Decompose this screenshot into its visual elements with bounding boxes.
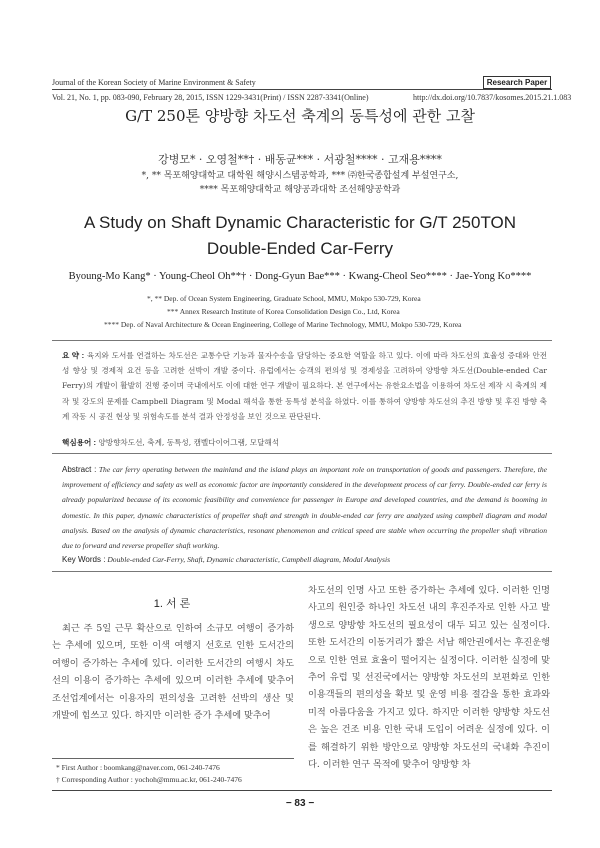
korean-affiliation-2: **** 목포해양대학교 해양공과대학 조선해양공학과 bbox=[199, 185, 401, 195]
section-heading-introduction: 1. 서 론 bbox=[153, 598, 191, 610]
english-affiliation-1: *, ** Dep. of Ocean System Engineering, Graduate School, MMU, Mokpo 530-729, Korea bbox=[147, 294, 421, 303]
header-rule bbox=[52, 89, 552, 90]
korean-keywords-text: 양방향차도선, 축계, 동특성, 캠벨다이어그램, 모달해석 bbox=[98, 438, 280, 447]
english-keywords bbox=[62, 555, 390, 564]
footnote-corresponding-author: † Corresponding Author : yochoh@mmu.ac.kr, 061-240-7476 bbox=[56, 775, 242, 784]
english-abstract-label: Abstract : bbox=[62, 465, 97, 474]
english-affiliation-2: *** Annex Research Institute of Korea Consolidation Design Co., Ltd, Korea bbox=[167, 307, 400, 316]
footnote-first-author: * First Author : boomkang@naver.com, 061-240-7476 bbox=[56, 763, 220, 772]
abstract-top-rule bbox=[52, 340, 552, 341]
korean-keywords bbox=[62, 437, 279, 448]
english-keywords-label: Key Words : bbox=[62, 555, 106, 564]
intro-paragraph-right: 차도선의 인명 사고 또한 증가하는 추세에 있다. 이러한 인명 사고의 원인중 하나인 차도선 내의 후진주자로 인한 사고 발생으로 양방향 차도선의 필요성이 대두 되고 있는 실정이다. 또한 도서간의 이동거리가 짧은 서남 해안권에서는 후진운행으로 인한 연료 효율이 떨어지는 실정이다. 이러한 실정에 맞추어 유럽 및 선진국에서는 양방향 차도선의 보편화로 인한 이용객들의 편의성을 확보 및 운영 비용 절감을 통한 효과와 미적 아름다움을 가지고 있다. 하지만 이러한 양방향 차도선은 높은 건조 비용 인한 국내 도입이 어려운 실정에 있다. 이를 해결하기 위한 방안으로 양방향 차도선의 국내화 추진이다. 이러한 연구 목적에 맞추어 양방향 차 bbox=[308, 585, 550, 771]
body-column-right bbox=[308, 582, 550, 773]
intro-paragraph-left: 최근 주 5일 근무 확산으로 인하여 소규모 여행이 증가하는 추세에 있으며, 또한 이색 여행지 선호로 인한 도서간의 여행이 증가하는 추세에 있다. 이러한 도서간의 여행시 차도선의 이용이 증가하는 추세에 있으며 이러한 추세에 맞추어 조선업계에서는 이용자의 편의성을 고려한 선박의 생산 및 개발에 힘쓰고 있다. 하지만 이러한 증가 추세에 맞추어 bbox=[52, 623, 294, 722]
body-column-left bbox=[52, 620, 294, 724]
korean-affiliation-1: *, ** 목포해양대학교 대학원 해양시스템공학과, *** ㈜한국종합설계 부설연구소, bbox=[141, 171, 459, 181]
abstract-middle-rule bbox=[52, 453, 552, 454]
english-authors: Byoung-Mo Kang* · Young-Cheol Oh**† · Dong-Gyun Bae*** · Kwang-Cheol Seo**** · Jae-Yong Ko**** bbox=[68, 271, 532, 282]
footnote-rule bbox=[52, 758, 294, 759]
english-abstract-text: The car ferry operating between the mainland and the island plays an important role on transportation of goods and passengers. Therefore, the improvement of efficiency and safety as well as economic factor are importantly considered in the development process of car ferry. Double-ended car ferry is already popularized because of its economic feasibility and convenience for passenger in Europe and developed countries, and the demand is booming in domestic. In this paper, dynamic characteristics of propeller shaft and strength in double-ended car ferry are analyzed using campbell diagram and modal analysis. Based on the analysis of dynamic characteristics, resonant phenomenon and critical speed are stable when occurring the propeller shaft vibration due to forward and reverse propeller shaft working. bbox=[62, 465, 548, 551]
korean-abstract bbox=[62, 348, 547, 424]
english-keywords-text: Double-ended Car-Ferry, Shaft, Dynamic characteristic, Campbell diagram, Modal Analysis bbox=[107, 555, 391, 564]
footer-rule bbox=[52, 790, 552, 791]
journal-name: Journal of the Korean Society of Marine Environment & Safety bbox=[52, 78, 256, 87]
korean-keywords-label: 핵심용어 : bbox=[62, 438, 96, 447]
english-affiliation-3: **** Dep. of Naval Architecture & Ocean Engineering, College of Marine Technology, MMU, Mokpo 530-729, Korea bbox=[104, 320, 462, 329]
english-abstract bbox=[62, 462, 547, 553]
research-paper-badge: Research Paper bbox=[483, 76, 551, 89]
korean-abstract-label: 요 약 : bbox=[62, 351, 85, 360]
korean-title: G/T 250톤 양방향 차도선 축계의 동특성에 관한 고찰 bbox=[125, 107, 475, 125]
page-number: − 83 − bbox=[285, 798, 315, 809]
abstract-bottom-rule bbox=[52, 571, 552, 572]
korean-authors: 강병모* · 오영철**† · 배동균*** · 서광철**** · 고재용**** bbox=[158, 153, 442, 166]
korean-abstract-text: 육지와 도서를 연결하는 차도선은 교통수단 기능과 물자수송을 담당하는 중요한 역할을 하고 있다. 이에 따라 차도선의 효율성 증대와 안전성 향상 및 경제적 요건 등을 고려한 선박이 개발 중이다. 유럽에서는 승객의 편의성 및 경제성을 고려하여 양방향 차도선(Double-ended Car Ferry)의 개발이 활발히 진행 중이며 국내에서도 이에 대한 연구 개발이 필요하다. 본 연구에서는 유한요소법을 이용하여 차도선 제작 시 축계의 제작 및 강도의 문제를 Campbell Diagram 및 Modal 해석을 통한 동특성 분석을 하였다. 이를 통하여 양방향 차도선의 추진 방향 및 후진 방향 축계 작동 시 공진 현상 및 위험속도를 분석 결과 안정성을 보인 것으로 판단된다. bbox=[62, 351, 548, 421]
volume-info: Vol. 21, No. 1, pp. 083-090, February 28, 2015, ISSN 1229-3431(Print) / ISSN 2287-3341(Online) bbox=[52, 93, 369, 102]
doi-link[interactable]: http://dx.doi.org/10.7837/kosomes.2015.21.1.083 bbox=[413, 93, 572, 102]
english-title: A Study on Shaft Dynamic Characteristic for G/T 250TON Double-Ended Car-Ferry bbox=[83, 213, 517, 258]
